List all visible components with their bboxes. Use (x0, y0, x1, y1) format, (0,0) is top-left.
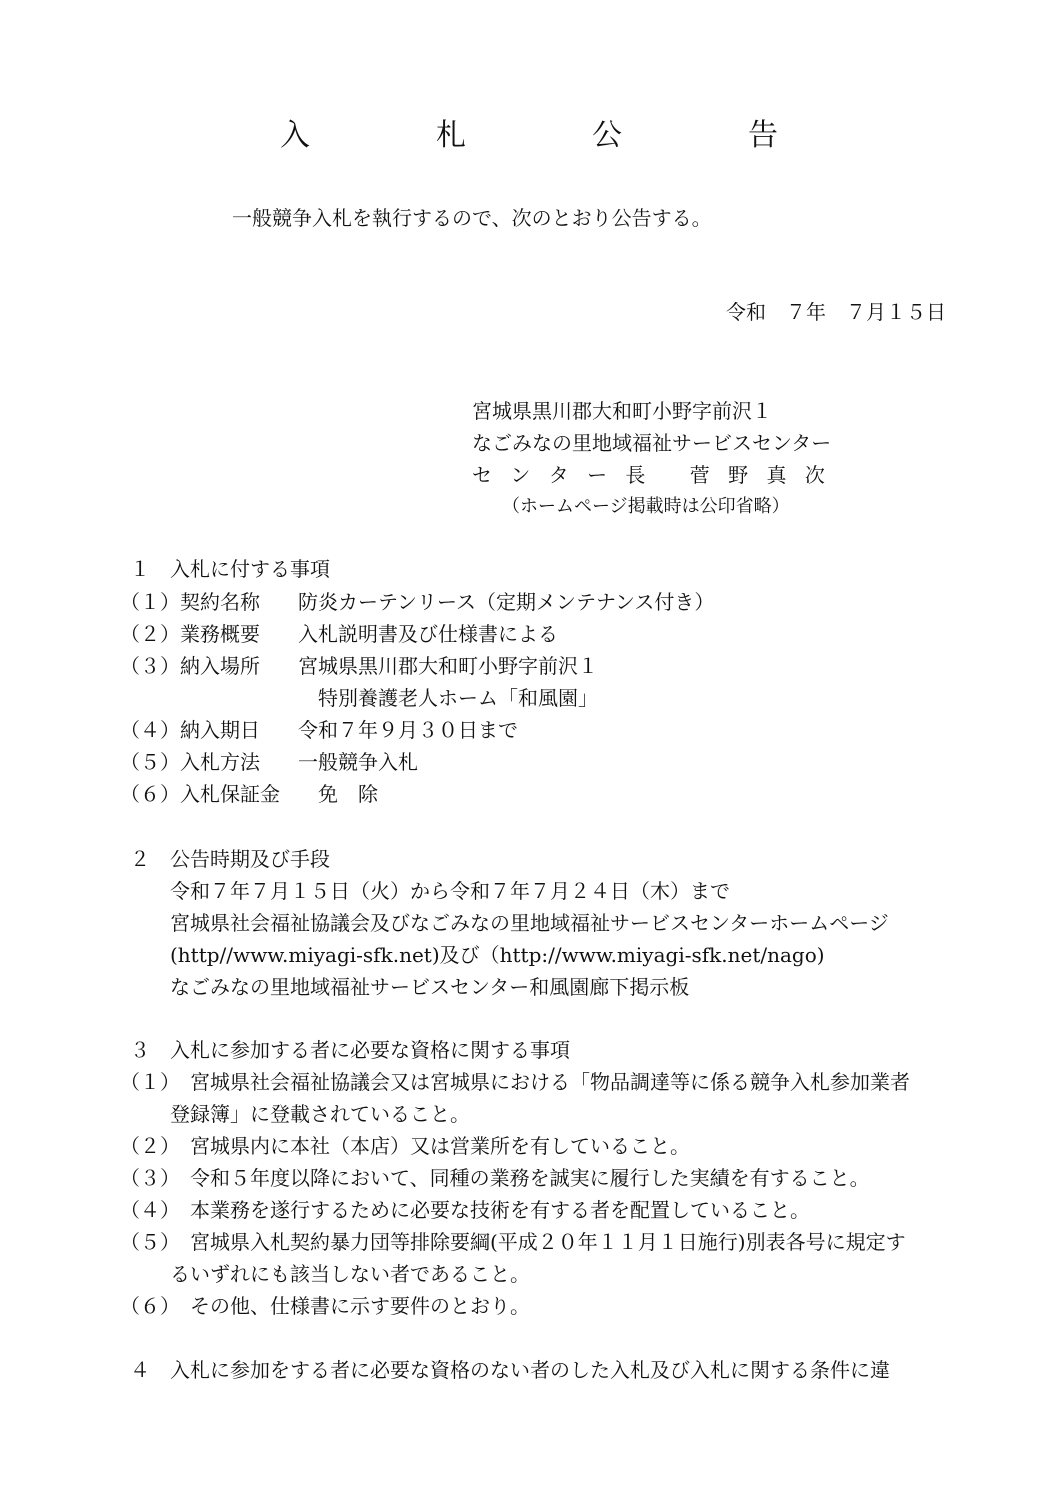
s3-item-5-value-2: るいずれにも該当しない者であること。 (170, 1262, 530, 1286)
s3-item-1-value-2: 登録簿」に登載されていること。 (170, 1102, 470, 1126)
s1-item-1-value: 防炎カーテンリース（定期メンテナンス付き） (298, 590, 715, 614)
seal-note: （ホームページ掲載時は公印省略） (502, 496, 790, 517)
section-3-heading: ３ 入札に参加する者に必要な資格に関する事項 (130, 1038, 570, 1062)
s1-item-5-label: （５）入札方法 (120, 750, 260, 774)
issuer-address: 宮城県黒川郡大和町小野字前沢１ (472, 399, 772, 423)
notice-date: 令和 ７年 ７月１５日 (726, 300, 946, 324)
s3-item-3-value: 令和５年度以降において、同種の業務を誠実に履行した実績を有すること。 (190, 1166, 870, 1190)
s3-item-4-label: （４） (120, 1198, 180, 1222)
section-4-heading: ４ 入札に参加をする者に必要な資格のない者のした入札及び入札に関する条件に違 (130, 1358, 890, 1382)
issuer-organization: なごみなの里地域福祉サービスセンター (472, 431, 832, 455)
section-2-heading: ２ 公告時期及び手段 (130, 847, 330, 871)
s2-line-4: なごみなの里地域福祉サービスセンター和風園廊下掲示板 (170, 975, 690, 999)
document-title: 入 札 公 告 (280, 118, 826, 153)
s1-item-3-label: （３）納入場所 (120, 654, 260, 678)
s1-item-1-label: （１）契約名称 (120, 590, 260, 614)
section-1-heading: １ 入札に付する事項 (130, 557, 330, 581)
s1-item-6-value: 免 除 (318, 782, 378, 806)
intro-text: 一般競争入札を執行するので、次のとおり公告する。 (232, 206, 712, 230)
s3-item-3-label: （３） (120, 1166, 180, 1190)
s1-item-2-label: （２）業務概要 (120, 622, 260, 646)
s3-item-1-label: （１） (120, 1070, 180, 1094)
s1-item-3-value-2: 特別養護老人ホーム「和風園」 (318, 686, 598, 710)
issuer-role-name: セ ン タ ー 長 菅 野 真 次 (472, 463, 831, 487)
s3-item-5-label: （５） (120, 1230, 180, 1254)
s3-item-2-label: （２） (120, 1134, 180, 1158)
s3-item-6-value: その他、仕様書に示す要件のとおり。 (190, 1294, 530, 1318)
s3-item-5-value: 宮城県入札契約暴力団等排除要綱(平成２０年１１月１日施行)別表各号に規定す (190, 1230, 906, 1254)
s2-line-2: 宮城県社会福祉協議会及びなごみなの里地域福祉サービスセンターホームページ (170, 911, 889, 935)
s2-line-3: (http//www.miyagi-sfk.net)及び（http://www.miyagi-sfk.net/nago) (170, 943, 825, 967)
s1-item-2-value: 入札説明書及び仕様書による (298, 622, 558, 646)
s3-item-2-value: 宮城県内に本社（本店）又は営業所を有していること。 (190, 1134, 690, 1158)
s1-item-4-label: （４）納入期日 (120, 718, 260, 742)
s1-item-3-value: 宮城県黒川郡大和町小野字前沢１ (298, 654, 598, 678)
s3-item-6-label: （６） (120, 1294, 180, 1318)
s1-item-6-label: （６）入札保証金 (120, 782, 280, 806)
s2-line-1: 令和７年７月１５日（火）から令和７年７月２４日（木）まで (170, 879, 730, 903)
s3-item-1-value: 宮城県社会福祉協議会又は宮城県における「物品調達等に係る競争入札参加業者 (190, 1070, 910, 1094)
s1-item-4-value: 令和７年９月３０日まで (298, 718, 518, 742)
s3-item-4-value: 本業務を遂行するために必要な技術を有する者を配置していること。 (190, 1198, 810, 1222)
s1-item-5-value: 一般競争入札 (298, 750, 418, 774)
